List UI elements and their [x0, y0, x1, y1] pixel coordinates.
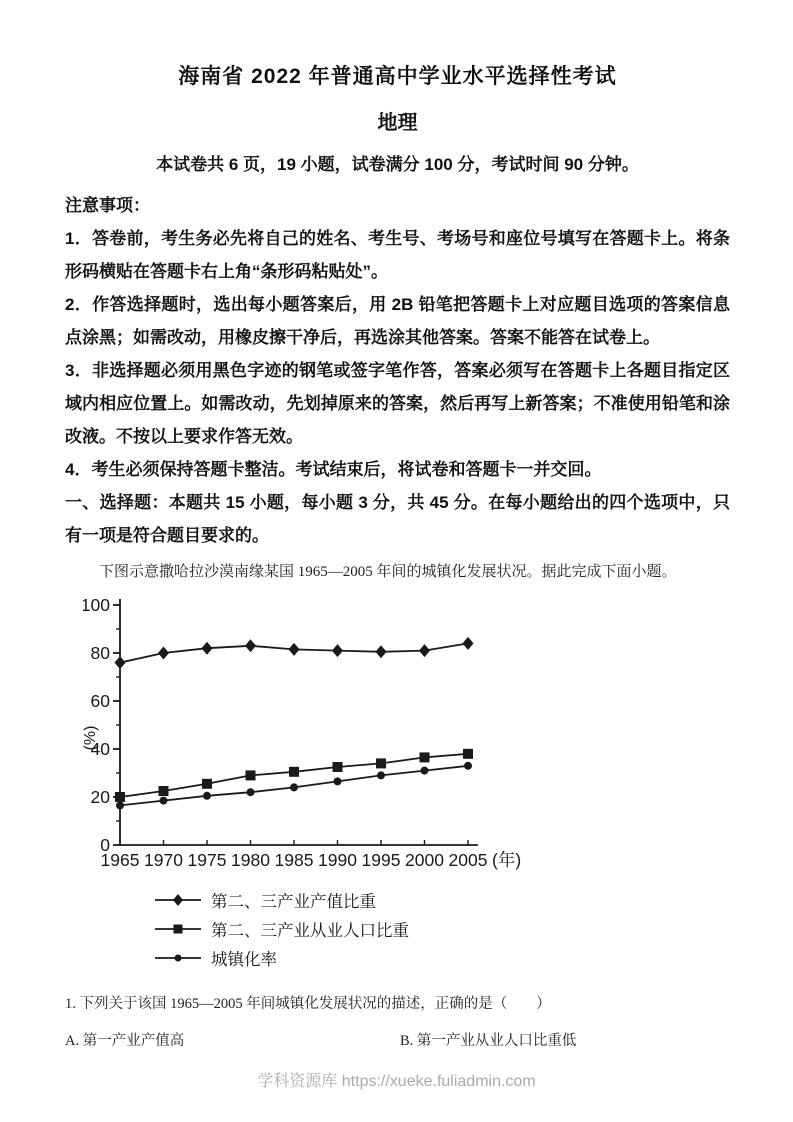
legend-label: 第二、三产业产值比重	[211, 892, 376, 911]
watermark-footer: 学科资源库 https://xueke.fuliadmin.com	[257, 1073, 536, 1090]
chart-axis-text: 80	[90, 643, 110, 663]
square-marker	[376, 758, 386, 768]
diamond-marker	[158, 647, 169, 660]
chart-axis-text: 1980	[231, 850, 270, 870]
diamond-marker	[419, 644, 430, 657]
legend-item	[155, 885, 730, 914]
chart-axis-text: 20	[90, 787, 110, 807]
legend-item	[155, 943, 730, 972]
square-marker	[202, 779, 212, 789]
circle-marker	[290, 783, 298, 791]
notice-item-2: 2．作答选择题时，选出每小题答案后，用 2B 铅笔把答题卡上对应题目选项的答案信息点涂黑；如需改动，用橡皮擦干净后，再选涂其他答案。答案不能答在试卷上。	[65, 295, 730, 347]
chart-axis-text: (年)	[492, 850, 522, 870]
chart-axis-text: 1970	[144, 850, 183, 870]
chart-axis-text: 1975	[187, 850, 227, 870]
circle-marker	[247, 788, 255, 796]
square-marker	[420, 752, 430, 762]
diamond-marker	[376, 645, 387, 658]
chart-axis-text: 1990	[318, 850, 357, 870]
chart-axis-text: 1965	[100, 850, 140, 870]
option-a-text: 第一产业产值高	[82, 1033, 185, 1049]
notice-heading: 注意事项：	[65, 196, 150, 215]
option-b-text: 第一产业从业人口比重低	[416, 1033, 577, 1049]
line-chart-svg	[83, 588, 583, 878]
diamond-marker	[173, 894, 183, 906]
diamond-marker	[289, 643, 300, 656]
chart-axis-text: 2005	[448, 850, 488, 870]
legend-label: 第二、三产业从业人口比重	[211, 921, 409, 940]
question-1-options	[65, 1029, 730, 1050]
square-marker	[159, 786, 169, 796]
circle-marker	[175, 954, 182, 961]
square-marker	[246, 770, 256, 780]
option-b-label: B.	[400, 1033, 414, 1049]
diamond-marker	[115, 656, 126, 669]
square-marker	[333, 762, 343, 772]
circle-legend-icon	[155, 950, 201, 966]
urbanization-chart	[83, 588, 730, 883]
square-legend-icon	[155, 921, 201, 937]
circle-marker	[116, 801, 124, 809]
chart-axis-text: 60	[90, 691, 110, 711]
square-marker	[463, 749, 473, 759]
diamond-marker	[202, 642, 213, 655]
legend-item	[155, 914, 730, 943]
chart-axis-text: 0	[100, 835, 110, 855]
chart-axis-text: 2000	[405, 850, 444, 870]
square-marker	[289, 767, 299, 777]
circle-marker	[334, 777, 342, 785]
chart-axis-text: 1995	[361, 850, 401, 870]
question-1	[65, 992, 730, 1013]
question-number: 1.	[65, 996, 76, 1012]
exam-info: 本试卷共 6 页，19 小题，试卷满分 100 分，考试时间 90 分钟。	[156, 155, 639, 174]
chart-axis-text: 100	[83, 595, 110, 615]
option-b	[400, 1029, 576, 1050]
subject-title: 地理	[377, 112, 418, 134]
chart-legend	[155, 885, 730, 972]
stimulus-text: 下图示意撒哈拉沙漠南缘某国 1965—2005 年间的城镇化发展状况。据此完成下面小题。	[99, 564, 677, 580]
option-a	[65, 1029, 400, 1050]
chart-axis-text: 1985	[274, 850, 314, 870]
chart-axis-text: (%)	[83, 725, 99, 751]
diamond-marker	[332, 644, 343, 657]
square-marker	[115, 792, 125, 802]
diamond-legend-icon	[155, 892, 201, 908]
question-text: 下列关于该国 1965—2005 年间城镇化发展状况的描述，正确的是（ ）	[79, 996, 551, 1012]
circle-marker	[203, 792, 211, 800]
page-title: 海南省 2022 年普通高中学业水平选择性考试	[178, 65, 617, 88]
option-a-label: A.	[65, 1033, 80, 1049]
notice-item-1: 1．答卷前，考生务必先将自己的姓名、考生号、考场号和座位号填写在答题卡上。将条形码横贴在答题卡右上角“条形码粘贴处”。	[65, 229, 730, 281]
diamond-marker	[245, 639, 256, 652]
square-marker	[174, 924, 183, 933]
legend-label: 城镇化率	[211, 950, 277, 969]
circle-marker	[377, 771, 385, 779]
circle-marker	[421, 767, 429, 775]
circle-marker	[160, 797, 168, 805]
section-heading: 一、选择题：本题共 15 小题，每小题 3 分，共 45 分。在每小题给出的四个选项中，只有一项是符合题目要求的。	[65, 493, 730, 545]
chart-axis-text: 40	[90, 739, 110, 759]
notice-item-4: 4．考生必须保持答题卡整洁。考试结束后，将试卷和答题卡一并交回。	[65, 460, 602, 479]
circle-marker	[464, 762, 472, 770]
diamond-marker	[463, 637, 474, 650]
notice-item-3: 3．非选择题必须用黑色字迹的钢笔或签字笔作答，答案必须写在答题卡上各题目指定区域内相应位置上。如需改动，先划掉原来的答案，然后再写上新答案；不准使用铅笔和涂改液。不按以上要求作答无效。	[65, 361, 730, 446]
